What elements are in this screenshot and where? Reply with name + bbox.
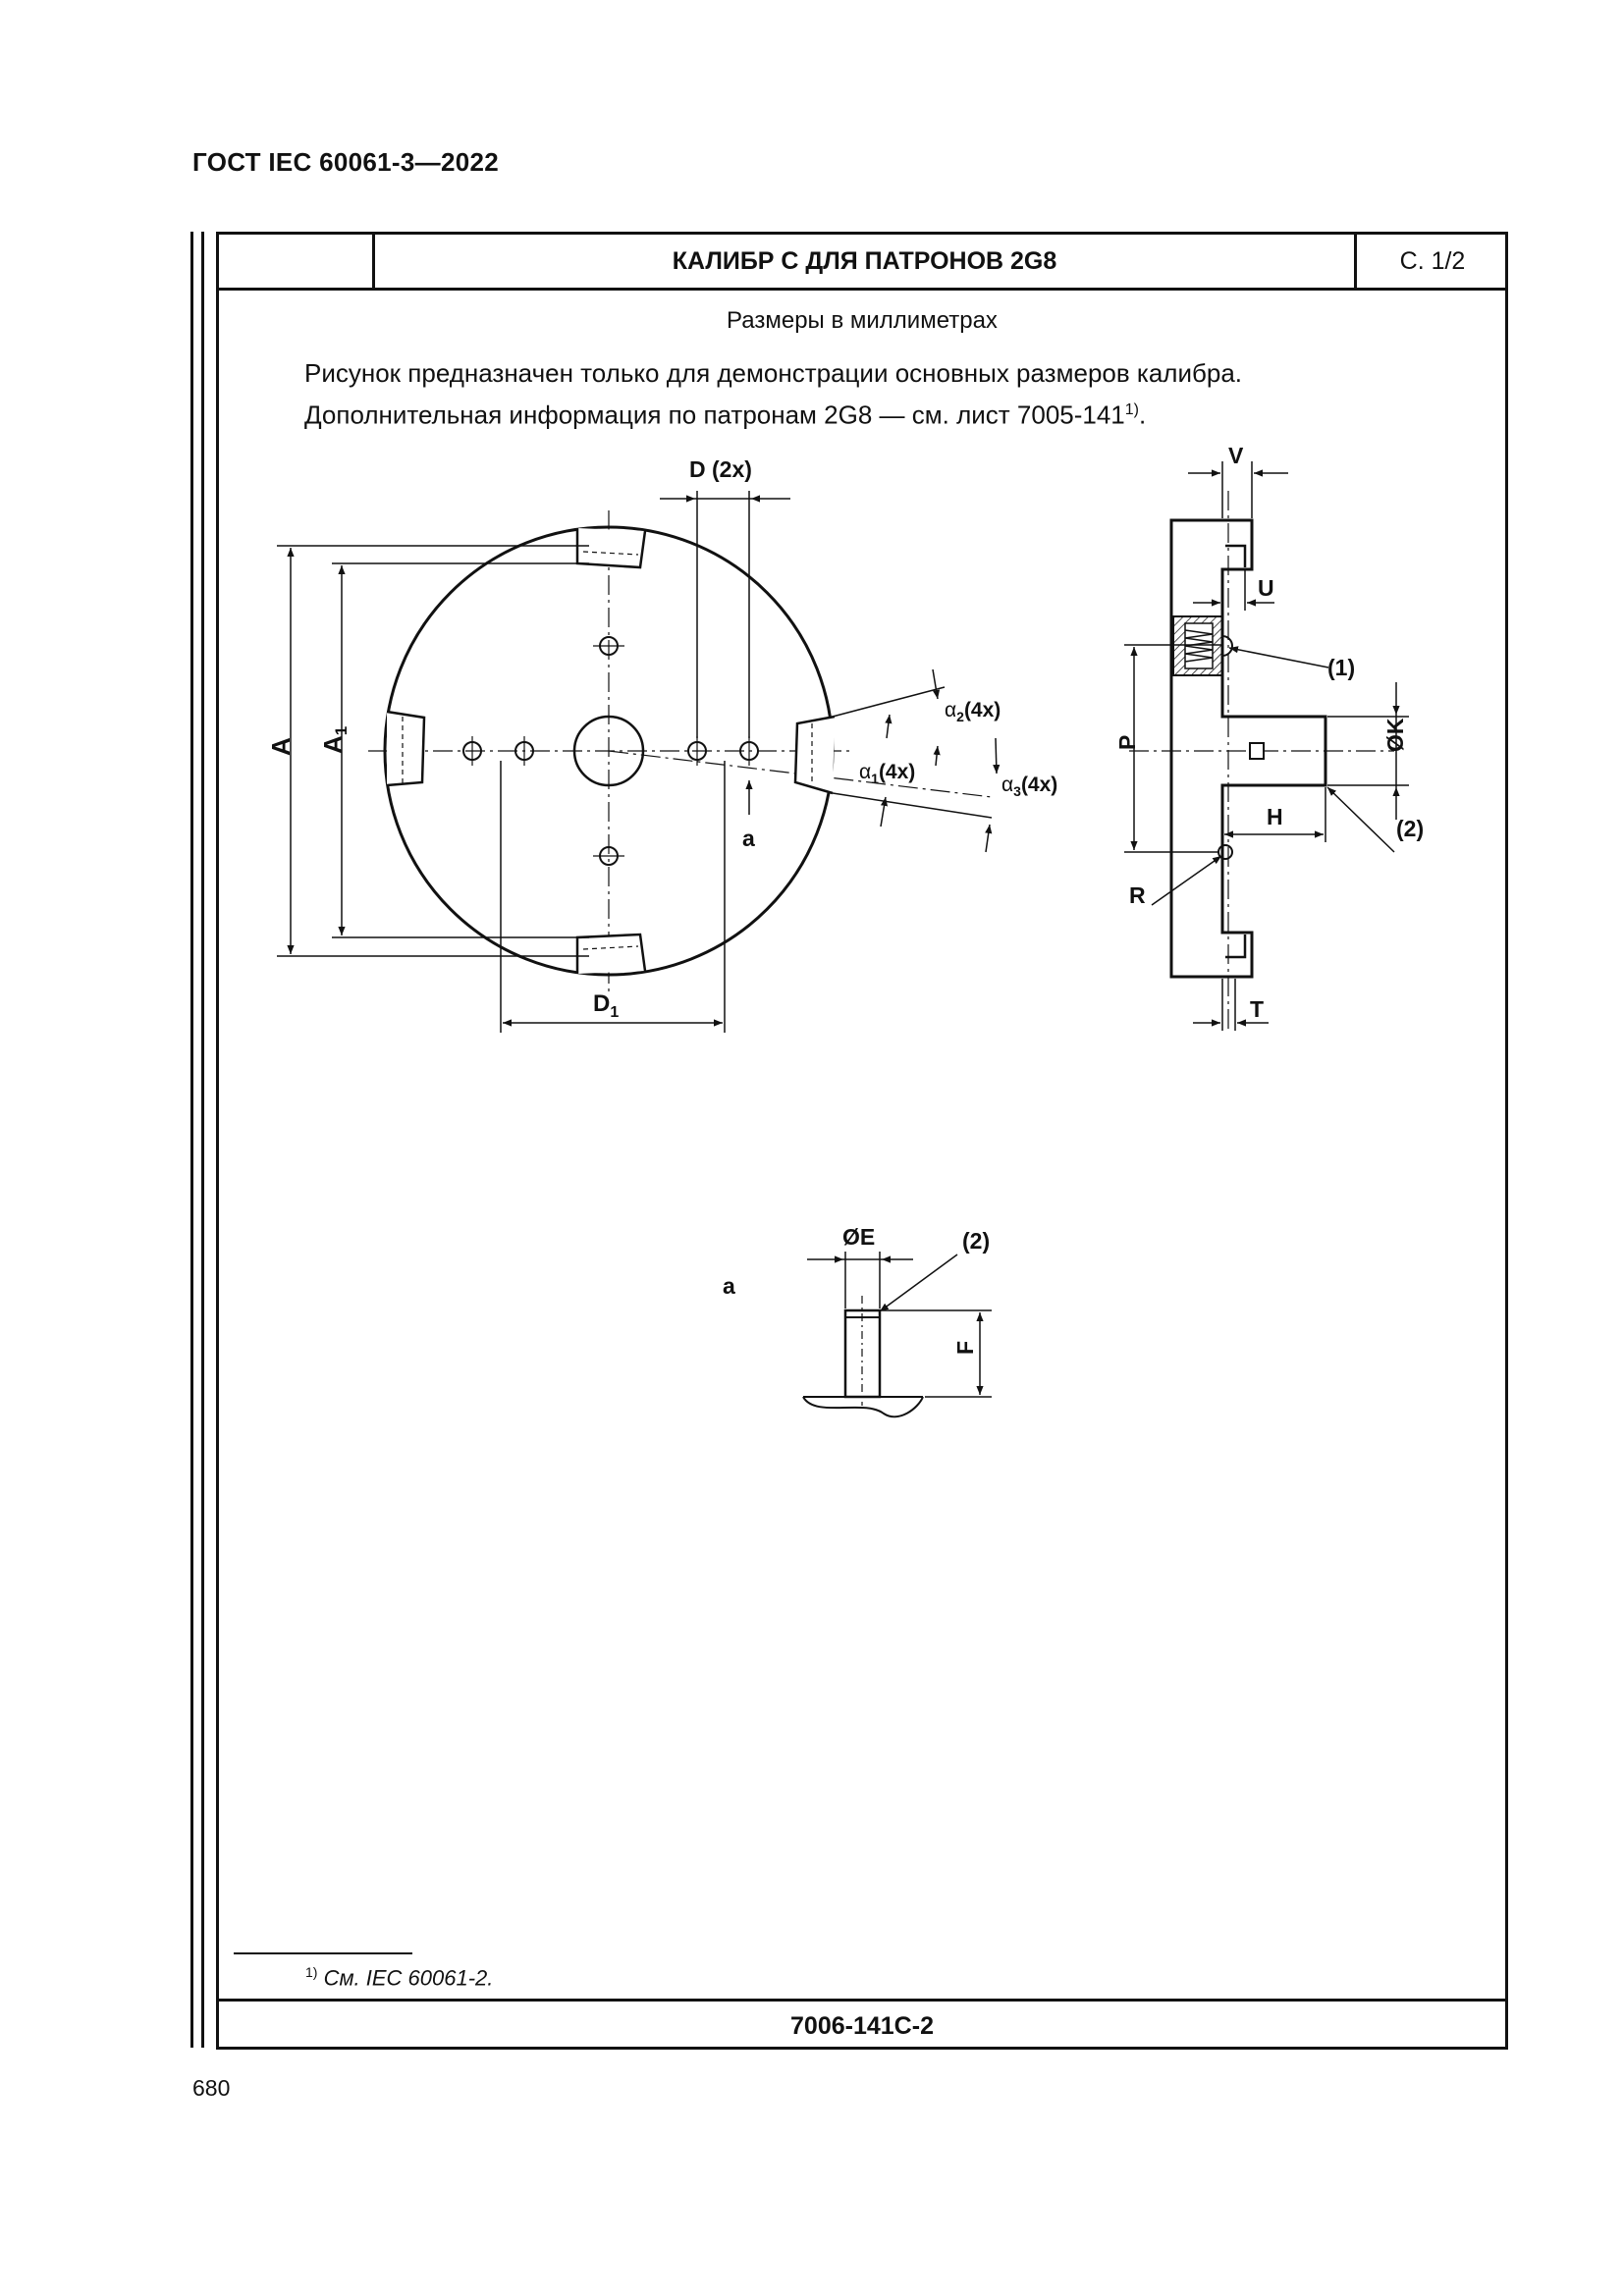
label-P: P: [1114, 734, 1140, 750]
sheet-title: КАЛИБР С ДЛЯ ПАТРОНОВ 2G8: [672, 247, 1057, 275]
sheet-code: 7006-141C-2: [219, 1999, 1505, 2053]
label-A1: [318, 726, 351, 754]
label-D1: [593, 990, 619, 1021]
note-end: .: [1139, 400, 1147, 430]
label-alpha3: [1001, 774, 1057, 799]
note-line-2-text: Дополнительная информация по патронам 2G8 — см. лист 7005-141: [304, 400, 1125, 430]
detail-break-line: [803, 1397, 923, 1416]
units-note: Размеры в миллиметрах: [727, 307, 998, 334]
dimension-D: [660, 491, 790, 738]
label-alpha1-main: α: [859, 761, 872, 783]
label-alpha3-main: α: [1001, 774, 1014, 796]
dimension-E: [807, 1252, 913, 1308]
label-A1-main: A: [318, 735, 348, 754]
label-H: H: [1267, 804, 1283, 829]
label-alpha2: [945, 699, 1001, 724]
label-alpha2-count: (4x): [963, 699, 1001, 721]
leader-1: [1229, 648, 1328, 667]
note-ref: 1): [1124, 401, 1140, 418]
label-alpha1-count: (4x): [878, 761, 916, 783]
document-header: ГОСТ IEC 60061-3—2022: [192, 147, 499, 177]
label-alpha3-count: (4x): [1020, 774, 1058, 796]
label-U: U: [1258, 575, 1274, 601]
side-view: [1124, 461, 1409, 1031]
page-number: 680: [192, 2075, 231, 2101]
label-ref-2: (2): [1396, 816, 1425, 841]
dimension-D1: [501, 761, 725, 1033]
footnote-text: См. IEC 60061-2.: [323, 1965, 494, 1991]
label-alpha3-sub: 3: [1013, 783, 1021, 799]
label-V: V: [1228, 443, 1244, 468]
label-alpha2-main: α: [945, 699, 957, 721]
label-detail-a: a: [723, 1273, 735, 1299]
leader-2-detail: [880, 1255, 957, 1311]
label-A: A: [266, 737, 296, 756]
label-D1-sub: 1: [610, 1004, 620, 1021]
note-line-1: Рисунок предназначен только для демонстрации основных размеров калибра.: [304, 358, 1243, 388]
label-ref-1: (1): [1327, 655, 1356, 680]
side-profile: [1171, 520, 1325, 977]
label-alpha2-sub: 2: [956, 709, 964, 724]
label-D1-main: D: [593, 990, 611, 1017]
label-E: ØE: [842, 1224, 876, 1250]
label-A1-sub: 1: [332, 725, 351, 736]
label-a: a: [742, 826, 755, 851]
detail-a: [803, 1252, 992, 1416]
label-K: ØK: [1382, 718, 1408, 752]
label-F: F: [952, 1340, 978, 1355]
label-T: T: [1250, 996, 1265, 1022]
label-ref-2-detail: (2): [962, 1228, 991, 1254]
footnote-ref: 1): [305, 1964, 318, 1980]
label-alpha1: [859, 761, 915, 786]
plunger-pin: [1250, 743, 1264, 759]
label-alpha1-sub: 1: [871, 771, 879, 786]
label-D-2x: D (2x): [689, 456, 752, 482]
label-R: R: [1129, 882, 1146, 908]
leader-2: [1327, 787, 1394, 852]
dimension-V: [1188, 461, 1288, 518]
sheet-page: С. 1/2: [1354, 235, 1508, 288]
